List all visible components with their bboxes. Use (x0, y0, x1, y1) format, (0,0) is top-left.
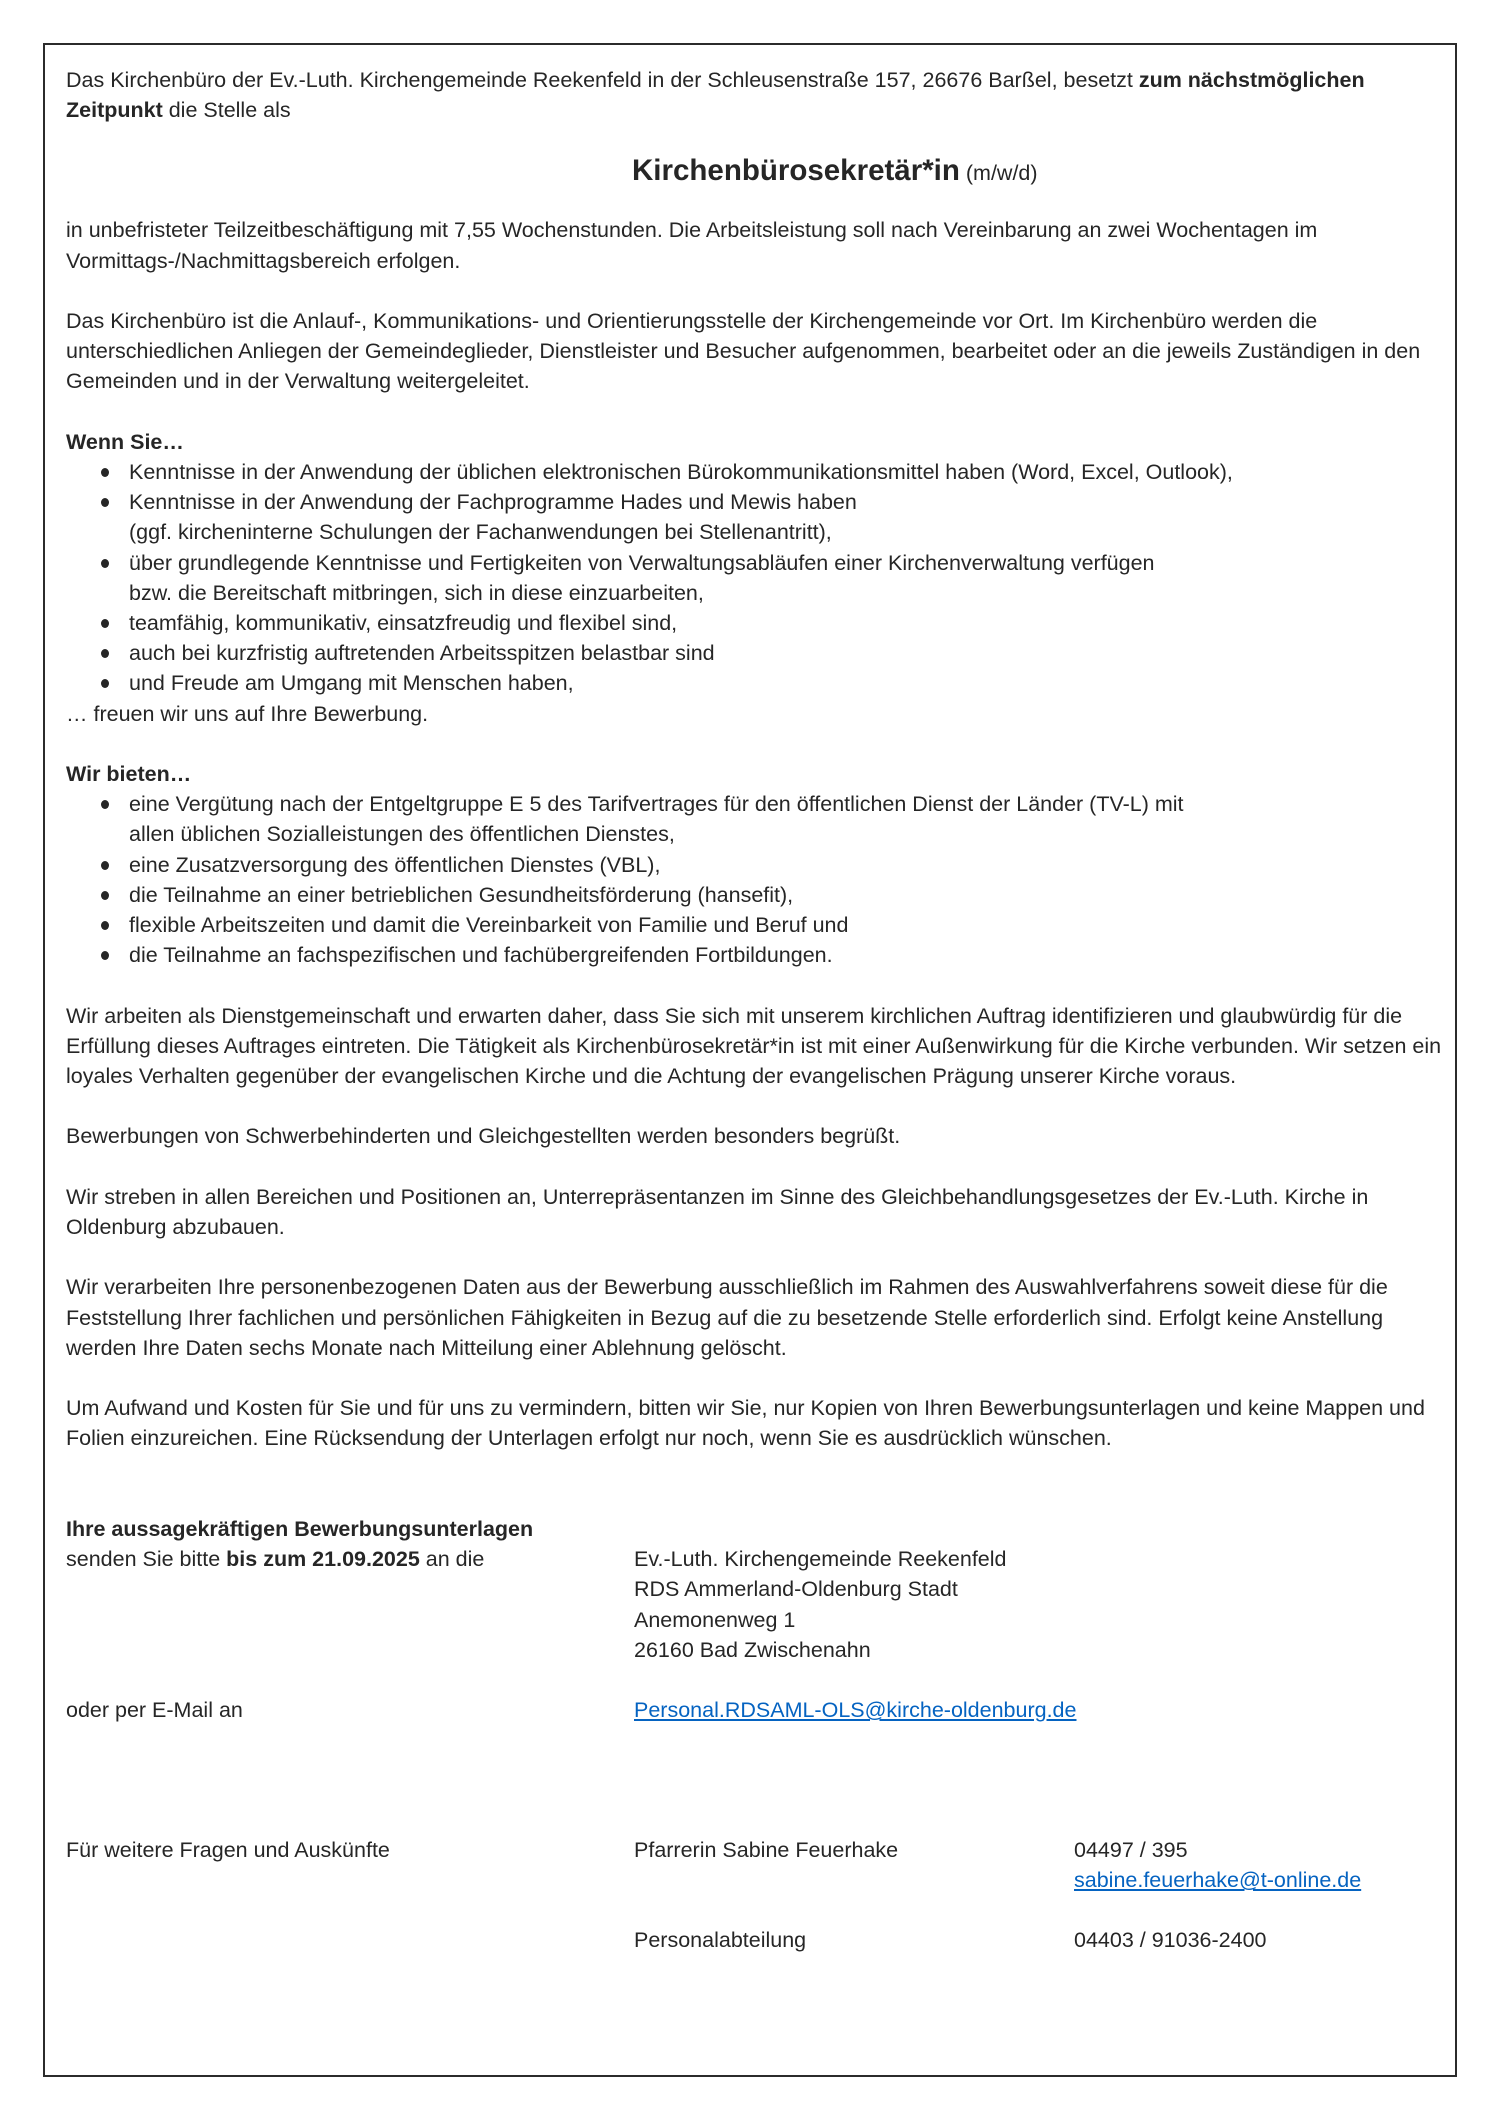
contact-phone: 04497 / 395 (1074, 1838, 1188, 1863)
intro-paragraph (66, 65, 1446, 125)
contact-row-hr (66, 1925, 1446, 1957)
job-title (632, 153, 1038, 191)
requirements-heading: Wenn Sie… (66, 429, 184, 454)
list-item (66, 457, 1446, 487)
intro-start-date: zum nächstmöglichen Zeitpunkt (66, 68, 1365, 123)
bullet-icon (101, 559, 109, 568)
list-item (66, 940, 1446, 970)
postal-address (634, 1544, 1007, 1665)
offer-list (66, 789, 1446, 970)
application-deadline: bis zum 21.09.2025 (226, 1547, 420, 1572)
send-prefix: senden Sie bitte (66, 1547, 227, 1572)
list-item (66, 850, 1446, 880)
contact-phone: 04403 / 91036-2400 (1074, 1928, 1267, 1953)
bullet-icon (101, 679, 109, 688)
list-item-text: eine Zusatzversorgung des öffentlichen Dienstes (VBL), (129, 852, 661, 877)
bullet-icon (101, 800, 109, 809)
application-address-row (66, 1544, 1446, 1695)
document-frame (43, 43, 1457, 2077)
application-section (66, 1514, 1446, 1957)
send-suffix: an die (419, 1547, 485, 1572)
application-email-link[interactable]: Personal.RDSAML-OLS@kirche-oldenburg.de (634, 1698, 1077, 1723)
list-item-text: (ggf. kircheninterne Schulungen der Fachanwendungen bei Stellenantritt), (129, 520, 832, 545)
contact-details (1074, 1835, 1361, 1895)
privacy-paragraph: Wir verarbeiten Ihre personenbezogenen Daten aus der Bewerbung ausschließlich im Rahmen des Auswahlverfahrens soweit diese für die Feststellung Ihrer fachlichen und persönlichen Fähigkeiten in Bezug auf die zu besetzende Stelle erforderlich sind. Erfolgt keine Anstellung werden Ihre Daten sechs Monate nach Mitteilung einer Ablehnung gelöscht. (66, 1275, 1388, 1360)
list-item-text: allen üblichen Sozialleistungen des öffentlichen Dienstes, (129, 822, 675, 847)
list-item (66, 789, 1446, 849)
list-item (66, 910, 1446, 940)
community-paragraph: Wir arbeiten als Dienstgemeinschaft und erwarten daher, dass Sie sich mit unserem kirchlichen Auftrag identifizieren und glaubwürdig für die Erfüllung dieses Auftrages eintreten. Die Tätigkeit als Kirchenbürosekretär*in ist mit einer Außenwirkung für die Kirche verbunden. Wir setzen ein loyales Verhalten gegenüber der evangelischen Kirche und die Achtung der evangelischen Prägung unserer Kirche voraus. (66, 1003, 1442, 1089)
email-label: oder per E-Mail an (66, 1698, 243, 1723)
job-title-row (66, 125, 1446, 215)
contact-name: Personalabteilung (634, 1928, 807, 1953)
job-posting (66, 65, 1446, 1957)
list-item-text: und Freude am Umgang mit Menschen haben, (129, 671, 574, 696)
bullet-icon (101, 891, 109, 900)
list-item-text: eine Vergütung nach der Entgeltgruppe E 5 des Tarifvertrages für den öffentlichen Dienst der Länder (TV-L) mit (129, 792, 1184, 817)
requirements-list (66, 457, 1446, 699)
office-paragraph: Das Kirchenbüro ist die Anlauf-, Kommunikations- und Orientierungsstelle der Kirchengemeinde vor Ort. Im Kirchenbüro werden die unterschiedlichen Anliegen der Gemeindeglieder, Dienstleister und Besucher aufgenommen, bearbeitet oder an die jeweils Zuständigen in den Gemeinden und in der Verwaltung weitergeleitet. (66, 309, 1421, 394)
list-item (66, 548, 1446, 608)
bullet-icon (101, 468, 109, 477)
application-email-row (66, 1695, 1446, 1835)
send-instruction (66, 1544, 484, 1574)
address-line: 26160 Bad Zwischenahn (634, 1637, 871, 1662)
list-item-text: flexible Arbeitszeiten und damit die Vereinbarkeit von Familie und Beruf und (129, 913, 849, 938)
list-item-text: über grundlegende Kenntnisse und Fertigkeiten von Verwaltungsabläufen einer Kirchenverwaltung verfügen (129, 550, 1155, 575)
list-item-text: Kenntnisse in der Anwendung der üblichen elektronischen Bürokommunikationsmittel haben (Word, Excel, Outlook), (129, 460, 1233, 484)
list-item-text: teamfähig, kommunikativ, einsatzfreudig und flexibel sind, (129, 611, 678, 636)
list-item-text: die Teilnahme an einer betrieblichen Gesundheitsförderung (hansefit), (129, 882, 794, 907)
intro-text: Das Kirchenbüro der Ev.-Luth. Kirchengemeinde Reekenfeld in der Schleusenstraße 157, 26676 Barßel, besetzt (66, 68, 1139, 92)
application-heading: Ihre aussagekräftigen Bewerbungsunterlagen (66, 1516, 534, 1541)
list-item (66, 487, 1446, 547)
list-item-text: bzw. die Bereitschaft mitbringen, sich in diese einzuarbeiten, (129, 580, 704, 605)
list-item-text: Kenntnisse in der Anwendung der Fachprogramme Hades und Mewis haben (129, 490, 857, 515)
job-title-main: Kirchenbürosekretär*in (632, 154, 960, 188)
list-item (66, 638, 1446, 668)
requirements-closing: … freuen wir uns auf Ihre Bewerbung. (66, 701, 429, 726)
bullet-icon (101, 619, 109, 628)
list-item-text: auch bei kurzfristig auftretenden Arbeitsspitzen belastbar sind (129, 641, 715, 666)
list-item (66, 880, 1446, 910)
address-line: Anemonenweg 1 (634, 1607, 796, 1632)
bullet-icon (101, 498, 109, 507)
address-line: Ev.-Luth. Kirchengemeinde Reekenfeld (634, 1547, 1007, 1572)
copies-paragraph: Um Aufwand und Kosten für Sie und für uns zu vermindern, bitten wir Sie, nur Kopien von Ihren Bewerbungsunterlagen und keine Mappen und Folien einzureichen. Eine Rücksendung der Unterlagen erfolgt nur noch, wenn Sie es ausdrücklich wünschen. (66, 1396, 1425, 1451)
bullet-icon (101, 861, 109, 870)
bullet-icon (101, 649, 109, 658)
bullet-icon (101, 951, 109, 960)
intro-text-end: die Stelle als (162, 98, 291, 123)
disability-paragraph: Bewerbungen von Schwerbehinderten und Gleichgestellten werden besonders begrüßt. (66, 1124, 901, 1149)
contact-name: Pfarrerin Sabine Feuerhake (634, 1838, 899, 1863)
contact-email-link[interactable]: sabine.feuerhake@t-online.de (1074, 1868, 1362, 1893)
job-title-gender-suffix: (m/w/d) (965, 161, 1038, 186)
bullet-icon (101, 921, 109, 930)
contacts-label: Für weitere Fragen und Auskünfte (66, 1838, 390, 1863)
contact-row-pastor (66, 1835, 1446, 1925)
address-line: RDS Ammerland-Oldenburg Stadt (634, 1577, 958, 1602)
list-item (66, 668, 1446, 698)
equality-paragraph: Wir streben in allen Bereichen und Positionen an, Unterrepräsentanzen im Sinne des Gleichbehandlungsgesetzes der Ev.-Luth. Kirche in Oldenburg abzubauen. (66, 1184, 1369, 1240)
list-item (66, 608, 1446, 638)
offer-heading: Wir bieten… (66, 762, 192, 787)
list-item-text: die Teilnahme an fachspezifischen und fachübergreifenden Fortbildungen. (129, 943, 833, 968)
employment-paragraph: in unbefristeter Teilzeitbeschäftigung mit 7,55 Wochenstunden. Die Arbeitsleistung soll nach Vereinbarung an zwei Wochentagen im Vormittags-/Nachmittagsbereich erfolgen. (66, 218, 1318, 273)
